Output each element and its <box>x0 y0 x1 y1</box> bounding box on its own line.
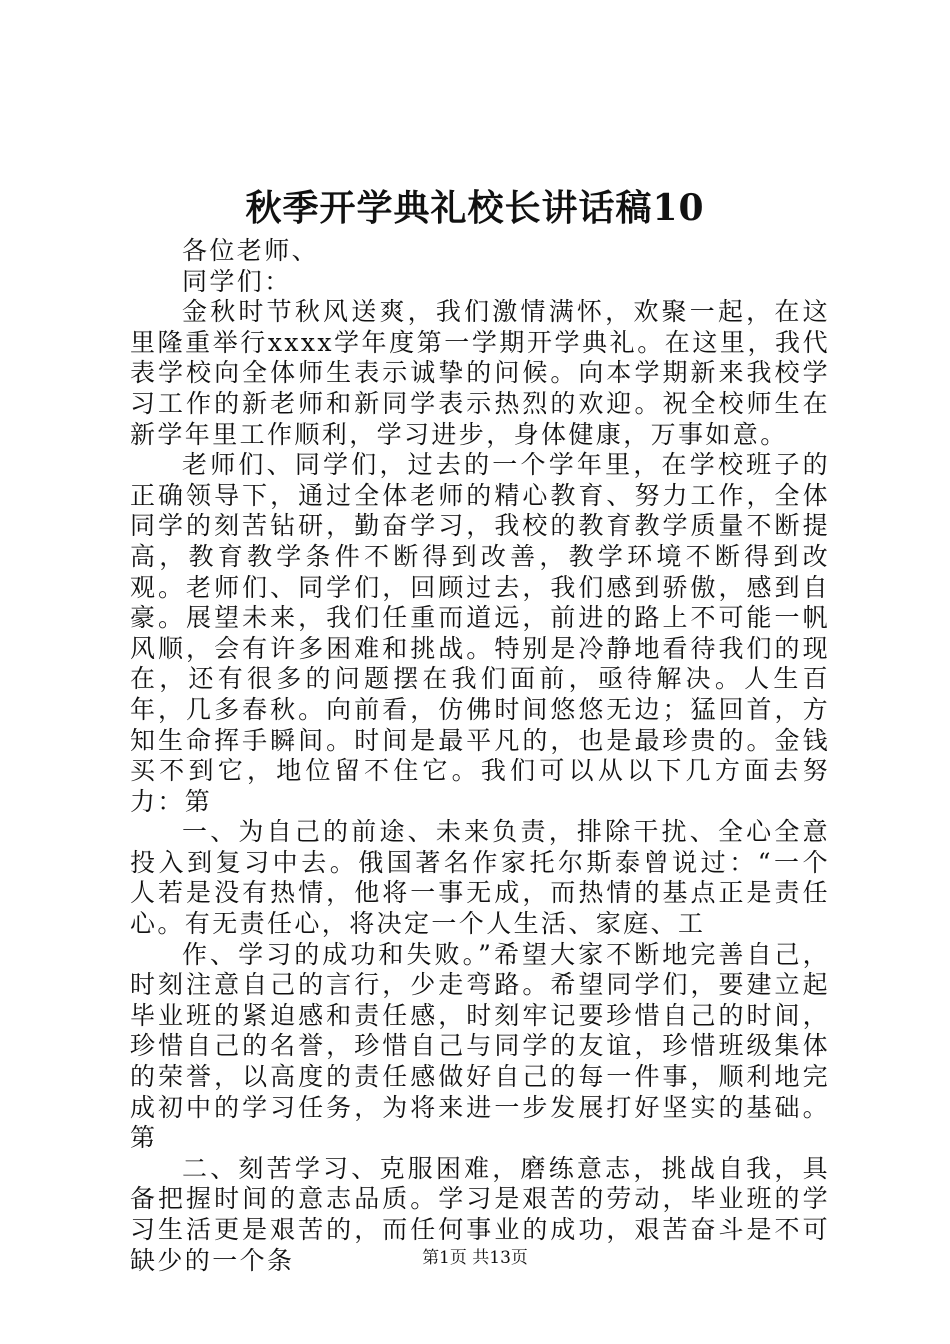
paragraph-point-two: 二、刻苦学习、克服困难，磨练意志，挑战自我，具备把握时间的意志品质。学习是艰苦的劳动，毕业班的学习生活更是艰苦的，而任何事业的成功，艰苦奋斗是不可缺少的一个条 <box>130 1153 830 1275</box>
paragraph-opening: 金秋时节秋风送爽，我们激情满怀，欢聚一起，在这里隆重举行xxxx学年度第一学期开学典礼。在这里，我代表学校向全体师生表示诚挚的问候。向本学期新来我校学习工作的新老师和新同学表示热烈的欢迎。祝全校师生在新学年里工作顺利，学习进步，身体健康，万事如意。 <box>130 297 830 449</box>
page-footer: 第1页 共13页 <box>422 1248 528 1268</box>
salutation-teachers: 各位老师、 <box>182 236 320 265</box>
paragraph-review: 老师们、同学们，过去的一个学年里，在学校班子的正确领导下，通过全体老师的精心教育、努力工作，全体同学的刻苦钻研，勤奋学习，我校的教育教学质量不断提高，教育教学条件不断得到改善，教学环境不断得到改观。老师们、同学们，回顾过去，我们感到骄傲，感到自豪。展望未来，我们任重而道远，前进的路上不可能一帆风顺，会有许多困难和挑战。特别是冷静地看待我们的现在，还有很多的问题摆在我们面前，亟待解决。人生百年，几多春秋。向前看，仿佛时间悠悠无边；猛回首，方知生命挥手瞬间。时间是最平凡的，也是最珍贵的。金钱买不到它，地位留不住它。我们可以从以下几方面去努力：第 <box>130 450 830 816</box>
document-title: 秋季开学典礼校长讲话稿10 <box>245 187 705 229</box>
paragraph-point-one-cont: 作、学习的成功和失败。”希望大家不断地完善自己，时刻注意自己的言行，少走弯路。希望同学们，要建立起毕业班的紧迫感和责任感，时刻牢记要珍惜自己的时间，珍惜自己的名誉，珍惜自己与同学的友谊，珍惜班级集体的荣誉，以高度的责任感做好自己的每一件事，顺利地完成初中的学习任务，为将来进一步发展打好坚实的基础。第 <box>130 939 830 1153</box>
document-body <box>130 236 830 1276</box>
salutation-students: 同学们： <box>182 266 292 296</box>
paragraph-point-one: 一、为自己的前途、未来负责，排除干扰、全心全意投入到复习中去。俄国著名作家托尔斯泰曾说过：“一个人若是没有热情，他将一事无成，而热情的基点正是责任心。有无责任心，将决定一个人生活、家庭、工 <box>130 817 830 939</box>
